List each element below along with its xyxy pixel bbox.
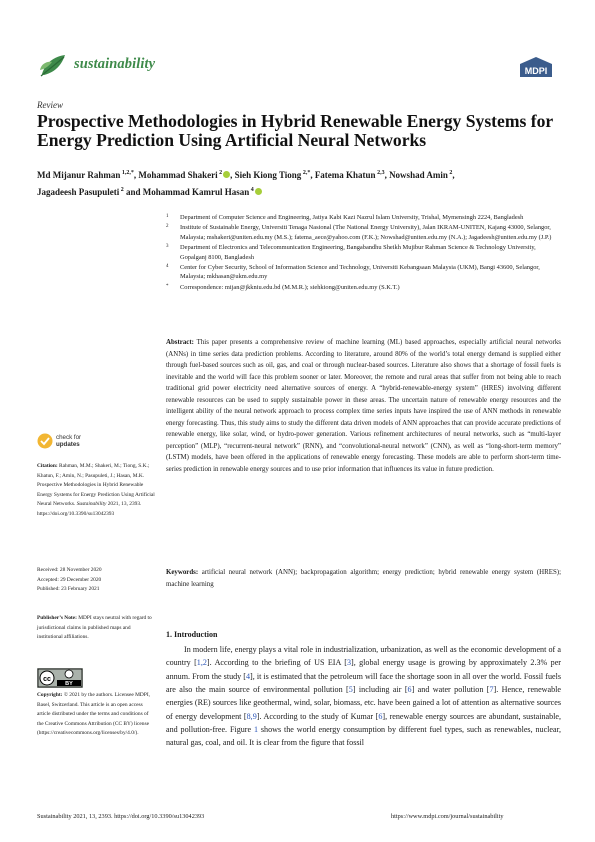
- copyright-block: [37, 691, 155, 739]
- citation-reference[interactable]: 6: [407, 685, 412, 695]
- check-updates-label[interactable]: check for: [56, 434, 82, 441]
- date-row: [37, 585, 155, 595]
- author-name: Mohammad Kamrul Hasan: [142, 187, 250, 198]
- copyright-label: Copyright:: [37, 692, 63, 698]
- article-type: Review: [37, 100, 63, 110]
- date-row: [37, 576, 155, 586]
- publisher-note-label: Publisher’s Note:: [37, 615, 77, 621]
- cc-by-license-icon[interactable]: [37, 668, 83, 688]
- journal-name: sustainability: [74, 56, 156, 72]
- author-name: Md Mijanur Rahman: [37, 170, 121, 180]
- affiliation-text: Correspondence: mijan@jkkniu.edu.bd (M.M.R.); siehkiong@uniten.edu.my (S.K.T.): [180, 283, 400, 291]
- citation-text: Rahman, M.M.; Shakeri, M.; Tiong, S.K.; Khatun, F.; Amin, N.; Pasupuleti, J.; Hasan, M.K. Prospective Methodologies in Hybrid Renewable Energy Systems for Energy Prediction Using Artificial Neural Networks.: [37, 463, 155, 507]
- affiliation-item: [166, 243, 561, 262]
- footer-journal-url[interactable]: https://www.mdpi.com/journal/sustainability: [391, 813, 504, 820]
- affiliation-item: [166, 283, 561, 293]
- author-affiliation-sup: 2: [447, 170, 453, 176]
- affiliation-number: 1: [166, 214, 169, 219]
- cc-text: cc: [43, 675, 51, 683]
- journal-logo-icon: [38, 50, 68, 80]
- keywords: [166, 567, 561, 590]
- citation-reference[interactable]: 8,9: [246, 711, 257, 721]
- citation-reference[interactable]: 6: [378, 711, 383, 721]
- author-affiliation-sup: 2,3: [375, 170, 385, 176]
- orcid-icon[interactable]: [223, 171, 230, 178]
- affiliation-number: 2: [166, 224, 169, 230]
- date-value: 23 February 2021: [61, 586, 100, 593]
- dates-block: [37, 566, 155, 595]
- figure-reference[interactable]: 1: [253, 725, 258, 735]
- abstract-text: This paper presents a comprehensive review of machine learning (ML) based approaches, especially artificial neural networks (ANNs) in time series data prediction problems. According to literature, around 80% of the world’s total energy demand is supplied either through fuel-based sources such as oil, gas, and coal or through nuclear-based sources. Literature also shows that a shortage of fossil fuels is inevitable and the world will face this problem sooner or later. Moreover, the remote and rural areas that suffer from not being able to reach traditional grid power electricity need alternative sources of energy. A “hybrid-renewable-energy system” (HRES) involving different renewable resources can be used to supply sustainable power in these areas. The uncertain nature of renewable energy resources and the intelligent ability of the neural network approach to process complex time series inputs have inspired the use of ANN methods in renewable energy forecasting. Thus, this study aims to study the different data driven models of ANN approaches that can provide accurate predictions of renewable energy, like solar, wind, or hydro-power generation. Various refinement architectures of neural networks, such as “multi-layer perception” (MLP), “recurrent-neural network” (RNN), and “convolutional-neural network” (CNN), as well as “long-short-term memory” (LSTM) models, have been offered in the applications of renewable energy forecasting. These models are able to perform short-term time-series prediction in renewable energy sources and to use prior information that influences its value in future prediction.: [166, 339, 561, 474]
- mdpi-logo-icon: [516, 56, 556, 78]
- author-name: Jagadeesh Pasupuleti: [37, 187, 120, 198]
- copyright-text: © 2021 by the authors. Licensee MDPI, Basel, Switzerland. This article is an open access article distributed under the terms and conditions of the Creative Commons Attribution (CC BY) license (https://creativecommons.org/licenses/by/4.0/).: [37, 692, 150, 737]
- publisher-note-text: MDPI stays neutral with regard to jurisdictional claims in published maps and institutional affiliations.: [37, 615, 152, 641]
- affiliation-item: [166, 213, 561, 223]
- abstract: [166, 337, 561, 476]
- author-name: Nowshad Amin: [389, 170, 448, 180]
- article-title: Prospective Methodologies in Hybrid Renewable Energy Systems for Energy Prediction Using Artificial Neural Networks: [37, 111, 553, 151]
- affiliation-item: [166, 223, 561, 242]
- author-affiliation-sup: 2: [217, 170, 223, 176]
- citation-volume: 2021, 13, 2393.: [107, 501, 142, 507]
- citation-journal: Sustainability: [76, 501, 107, 507]
- by-text: BY: [65, 681, 73, 687]
- citation-reference[interactable]: 3: [346, 658, 351, 668]
- date-label: Received:: [37, 567, 59, 573]
- citation-label: Citation:: [37, 463, 58, 469]
- publisher-note: [37, 614, 155, 643]
- citation-doi[interactable]: https://doi.org/10.3390/su13042393: [37, 510, 115, 517]
- affiliation-text: Department of Computer Science and Engineering, Jatiya Kabi Kazi Nazrul Islam University, Trishal, Mymensingh 2224, Bangladesh: [180, 214, 524, 221]
- check-updates-label-bold[interactable]: updates: [56, 441, 80, 448]
- author-affiliation-sup: 2: [119, 187, 124, 194]
- affiliation-text: Center for Cyber Security, School of Information Science and Technology, Universiti Kebangsaan Malaysia (UKM), Bangi 43600, Selangor, Malaysia; mkhasan@ukm.edu.my: [180, 263, 540, 281]
- affiliation-item: [166, 263, 561, 282]
- affiliation-number: 4: [166, 263, 169, 269]
- author-name: Sieh Kiong Tiong: [234, 170, 302, 180]
- date-label: Accepted: 29 December 2020: [37, 576, 102, 583]
- author-affiliation-sup: 4: [249, 187, 254, 194]
- date-row: [37, 566, 155, 576]
- citation-reference[interactable]: 5: [348, 685, 353, 695]
- introduction-text: In modern life, energy plays a vital role in industrialization, urbanization, as well as the economic development of a country [1,2]. According to the briefing of US EIA [3], global energy usage is growing by approximately 2.3% per annum. From the study [4], it is estimated that the petroleum will face the shortage soon in all over the world. Fossil fuels are also the main source of environmental pollution [5] including air [6] and water pollution [7]. Hence, renewable energies (RE) sources like geothermal, wind, solar, biomass, etc. have been gained a lot of attention as alternative sources of energy development [8,9]. According to the study of Kumar [6], renewable energy sources are abundant, sustainable, and pollution-free. Figure 1 shows the world energy consumption by different fuel types, such as renewables, nuclear, natural gas, coal, and oil. It is clear from the figure that fossil: [166, 645, 562, 748]
- svg-text:MDPI: MDPI: [524, 66, 548, 76]
- citation-reference[interactable]: 7: [489, 685, 494, 695]
- author-name: Mohammad Shakeri: [138, 170, 218, 180]
- date-value: 28 November 2020: [59, 567, 102, 573]
- author-affiliation-sup: 2,*: [301, 170, 311, 176]
- keywords-label: Keywords:: [166, 569, 199, 576]
- citation-reference[interactable]: 4: [245, 671, 251, 681]
- keywords-text: artificial neural network (ANN); backpropagation algorithm; energy prediction; hybrid renewable energy system (HRES); machine learning: [166, 569, 561, 588]
- author-name: Fatema Khatun: [314, 170, 376, 180]
- citation-reference[interactable]: 1,2: [196, 658, 207, 668]
- date-label: Published:: [37, 586, 60, 593]
- orcid-icon[interactable]: [255, 188, 262, 195]
- check-for-updates-icon[interactable]: [37, 433, 53, 449]
- affiliation-text: Department of Electronics and Telecommunication Engineering, Bangabandhu Sheikh Mujibur Rahman Science & Technology University, Gopalganj 8100, Bangladesh: [180, 243, 536, 261]
- affiliation-text: Institute of Sustainable Energy, Universiti Tenaga Nasional (The National Energy University), Jalan IKRAM-UNITEN, Kajang 43000, Selangor, Malaysia; mshakeri@uniten.edu.my (M.S.); fatema_aece@yahoo.com (F.K.); Nowshad@uniten.edu.my (N.A.); Jagadeesh@uniten.edu.my (J.P.): [180, 224, 552, 241]
- affiliations: [166, 213, 561, 293]
- affiliation-number: *: [166, 283, 169, 289]
- section-heading-introduction: 1. Introduction: [166, 630, 218, 639]
- affiliation-number: 3: [166, 243, 169, 249]
- author-affiliation-sup: 1,2,*: [120, 170, 134, 176]
- citation-block: [37, 462, 155, 519]
- author-list: Md Mijanur Rahman $^{1,2,*}$, Mohammad Shakeri $^2$ , Sieh Kiong Tiong $^{2,*}$, Fatema Khatun $^{2,3}$, Nowshad Amin $^2$, Jagadeesh Pasupuleti $^2$ and Mohammad Kamrul Hasan $^4$: [37, 170, 455, 198]
- footer-citation: Sustainability 2021, 13, 2393. https://doi.org/10.3390/su13042393: [37, 813, 205, 820]
- abstract-label: Abstract:: [166, 339, 194, 346]
